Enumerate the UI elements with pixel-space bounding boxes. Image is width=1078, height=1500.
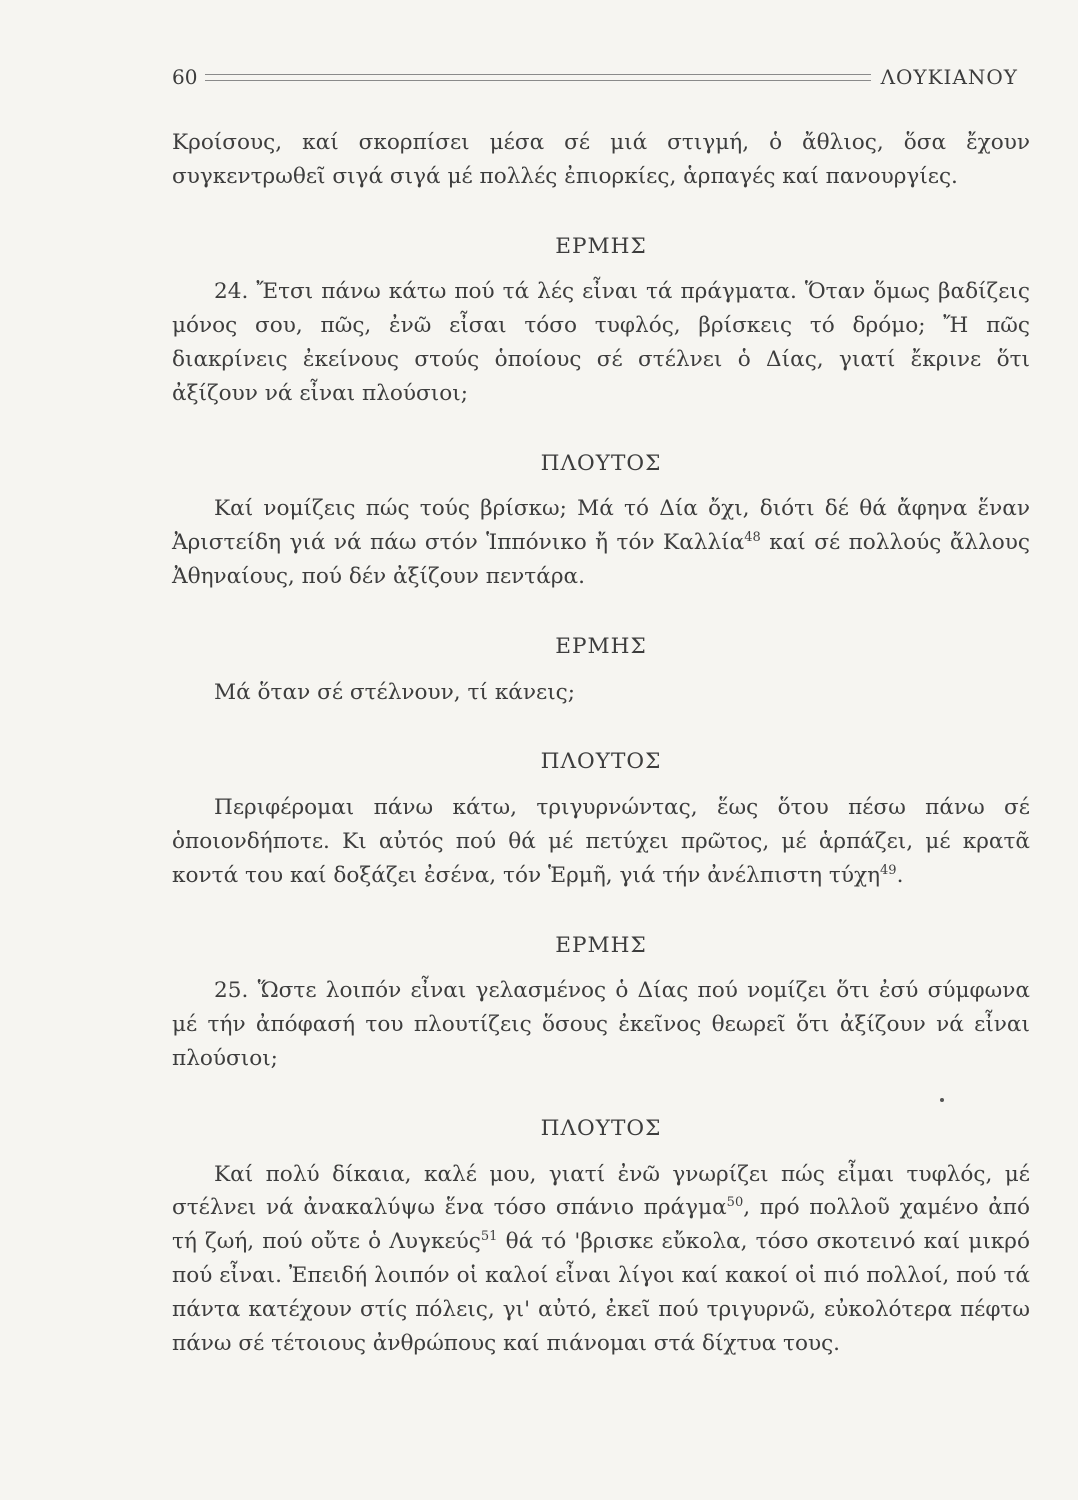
dialogue-paragraph: 25. Ὥστε λοιπόν εἶναι γελασμένος ὁ Δίας πού νομίζει ὅτι ἐσύ σύμφωνα μέ τήν ἀπόφασή του πλουτίζεις ὅσους ἐκεῖνος θεωρεῖ ὅτι ἀξίζουν νά εἶναι πλούσιοι; — [172, 978, 1030, 1071]
dialogue-paragraph — [172, 1158, 1030, 1361]
print-speck — [940, 1098, 944, 1102]
speaker-heading: ΠΛΟΥΤΟΣ — [540, 450, 662, 476]
speaker-heading: ΕΡΜΗΣ — [555, 633, 647, 659]
paragraph-text: . — [896, 862, 904, 888]
paragraph-text: , πρό πολλοῦ χαμένο ἀπό τή ζωή, πού οὔτε ὁ Λυγκεύς — [172, 1195, 1030, 1255]
footnote-ref-50: 50 — [726, 1195, 744, 1211]
speaker-heading: ΠΛΟΥΤΟΣ — [540, 1115, 662, 1141]
paragraph-text: Καί πολύ δίκαια, καλέ μου, γιατί ἐνῶ γνωρίζει πώς εἶμαι τυφλός, μέ στέλνει νά ἀνακαλύψω ἕνα τόσο σπάνιο πράγμα — [172, 1161, 1030, 1221]
footnote-ref-51: 51 — [480, 1228, 498, 1244]
header-rule — [205, 74, 870, 81]
running-head — [172, 62, 1018, 92]
speaker-heading: ΠΛΟΥΤΟΣ — [540, 749, 662, 775]
footnote-ref-48: 48 — [744, 529, 761, 545]
paragraph-text: καί σέ πολλούς ἄλλους Ἀθηναίους, πού δέν ἀξίζουν πεντάρα. — [172, 530, 1030, 589]
paragraph-text: Περιφέρομαι πάνω κάτω, τριγυρνώντας, ἕως ὅτου πέσω πάνω σέ ὁποιονδήποτε. Κι αὐτός πού θά μέ πετύχει πρῶτος, μέ ἁρπάζει, μέ κρατᾶ κοντά του καί δοξάζει ἐσένα, τόν Ἑρμῆ, γιά τήν ἀνέλπιστη τύχη — [172, 795, 1030, 888]
dialogue-paragraph: 24. Ἔτσι πάνω κάτω πού τά λές εἶναι τά πράγματα. Ὅταν ὅμως βαδίζεις μόνος σου, πῶς, ἐνῶ εἶσαι τόσο τυφλός, βρίσκεις τό δρόμο; Ἤ πῶς διακρίνεις ἐκείνους στούς ὁποίους σέ στέλνει ὁ Δίας, γιατί ἔκρινε ὅτι ἀξίζουν νά εἶναι πλούσιοι; — [172, 279, 1030, 406]
paragraph-text: θά τό 'βρισκε εὔκολα, τόσο σκοτεινό καί μικρό πού εἶναι. Ἐπειδή λοιπόν οἱ καλοί εἶναι λίγοι καί κακοί οἱ πιό πολλοί, πού τά πάντα κατέχουν στίς πόλεις, γι' αὐτό, ἐκεῖ πού τριγυρνῶ, εὐκολότερα πέφτω πάνω σέ τέτοιους ἀνθρώπους καί πιάνομαι στά δίχτυα τους. — [172, 1229, 1030, 1356]
paragraph-continuation: Κροίσους, καί σκορπίσει μέσα σέ μιά στιγμή, ὁ ἄθλιος, ὅσα ἔχουν συγκεντρωθεῖ σιγά σιγά μέ πολλές ἐπιορκίες, ἁρπαγές καί πανουργίες. — [172, 130, 1030, 189]
dialogue-paragraph: Μά ὅταν σέ στέλνουν, τί κάνεις; — [214, 679, 576, 705]
speaker-heading: ΕΡΜΗΣ — [555, 233, 647, 259]
dialogue-paragraph — [172, 492, 1030, 593]
paragraph-text: Καί νομίζεις πώς τούς βρίσκω; Μά τό Δία ὄχι, διότι δέ θά ἄφηνα ἕναν Ἀριστείδη γιά νά πάω στόν Ἱππόνικο ἤ τόν Καλλία — [172, 496, 1030, 556]
footnote-ref-49: 49 — [880, 862, 897, 878]
page-number: 60 — [172, 65, 198, 89]
body-text — [172, 126, 1030, 1360]
book-title: ΛΟΥΚΙΑΝΟΥ — [880, 65, 1018, 89]
dialogue-paragraph — [172, 791, 1030, 892]
speaker-heading: ΕΡΜΗΣ — [555, 932, 647, 958]
